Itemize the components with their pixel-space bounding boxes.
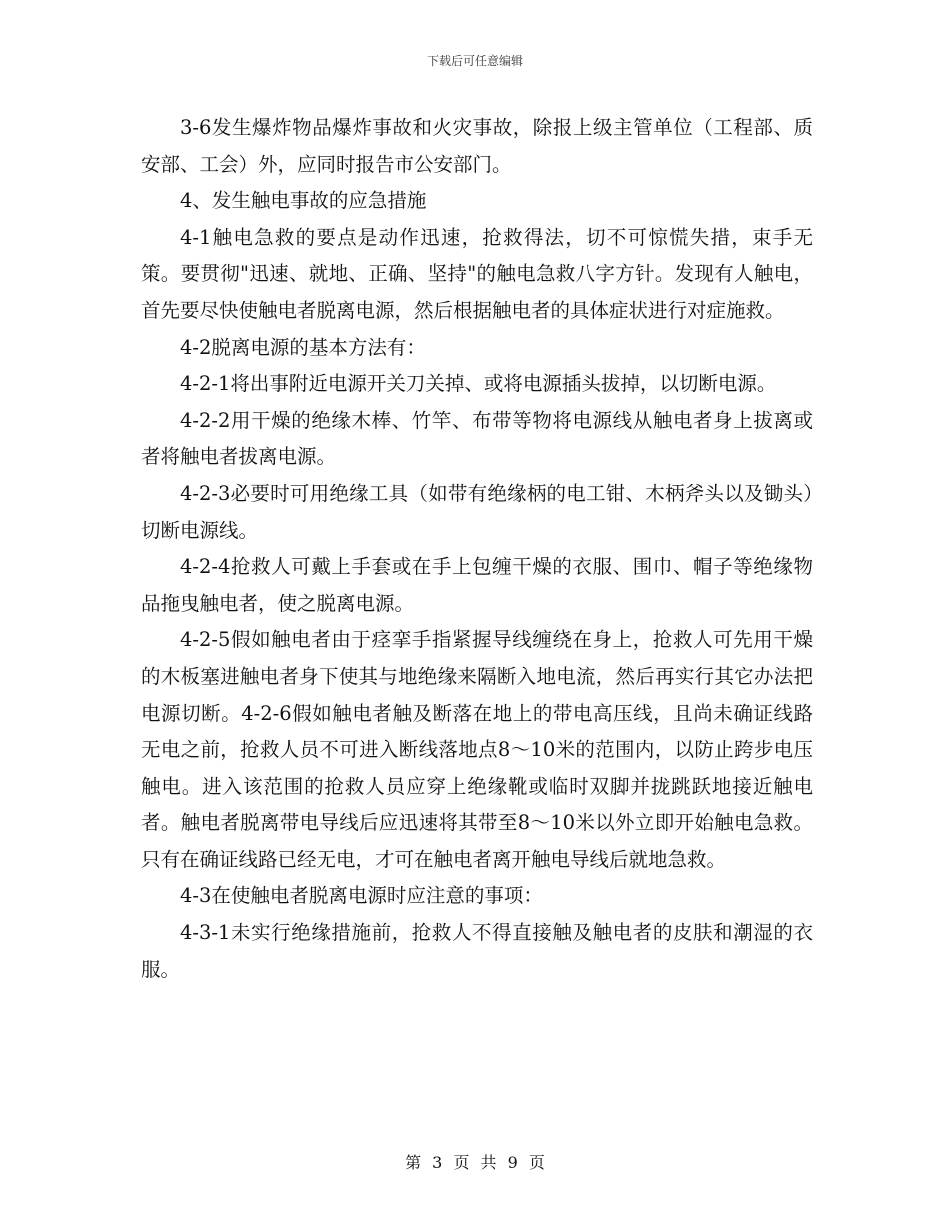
paragraph-4-3-1: 4-3-1未实行绝缘措施前，抢救人不得直接触及触电者的皮肤和潮湿的衣服。 <box>141 921 813 981</box>
paragraph-3-6: 3-6发生爆炸物品爆炸事故和火灾事故，除报上级主管单位（工程部、质安部、工会）外，应同时报告市公安部门。 <box>141 116 813 176</box>
paragraph-4-2-1: 4-2-1将出事附近电源开关刀关掉、或将电源插头拔掉，以切断电源。 <box>180 372 777 396</box>
paragraph-4-3: 4-3在使触电者脱离电源时应注意的事项： <box>180 884 543 908</box>
page-number: 第 3 页 共 9 页 <box>405 1153 545 1172</box>
paragraph-4-2-3: 4-2-3必要时可用绝缘工具（如带有绝缘柄的电工钳、木柄斧头以及锄头）切断电源线。 <box>141 481 813 542</box>
paragraph-4-1: 4-1触电急救的要点是动作迅速，抢救得法，切不可惊慌失措，束手无策。要贯彻"迅速、就地、正确、坚持"的触电急救八字方针。发现有人触电，首先要尽快使触电者脱离电源，然后根据触电者的具体症状进行对症施救。 <box>141 225 813 322</box>
paragraph-4-2: 4-2脱离电源的基本方法有： <box>180 335 426 359</box>
paragraph-4-2-5: 4-2-5假如触电者由于痉挛手指紧握导线缠绕在身上，抢救人可先用干燥的木板塞进触电者身下使其与地绝缘来隔断入地电流，然后再实行其它办法把电源切断。4-2-6假如触电者触及断落在地上的带电高压线，且尚未确证线路无电之前，抢救人员不可进入断线落地点8～10米的范围内，以防止跨步电压触电。进入该范围的抢救人员应穿上绝缘靴或临时双脚并拢跳跃地接近触电者。触电者脱离带电导线后应迅速将其带至8～10米以外立即开始触电急救。只有在确证线路已经无电，才可在触电者离开触电导线后就地急救。 <box>141 628 813 871</box>
section-heading-4: 4、发生触电事故的应急措施 <box>180 189 427 213</box>
document-body <box>141 110 813 988</box>
paragraph-4-2-4: 4-2-4抢救人可戴上手套或在手上包缠干燥的衣服、围巾、帽子等绝缘物品拖曳触电者，使之脱离电源。 <box>141 555 813 615</box>
page-header: 下载后可任意编辑 <box>426 54 523 68</box>
paragraph-4-2-2: 4-2-2用干燥的绝缘木棒、竹竿、布带等物将电源线从触电者身上拔离或者将触电者拔离电源。 <box>141 408 813 469</box>
